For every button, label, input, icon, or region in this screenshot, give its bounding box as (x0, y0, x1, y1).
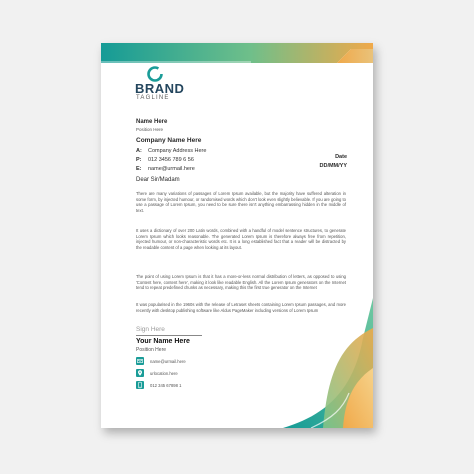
sender-name: Name Here (136, 119, 168, 125)
brand-name: BRAND (135, 81, 185, 96)
body-paragraph: There are many variations of passages of Lorem Ipsum available, but the majority have suffered alteration in some form, by injected humour, or randomised words which don't look even slightly believable. If you are going to use a passage of Lorem Ipsum, you need to be sure there isn't anything embarrassing hidden in the middle of text. (136, 191, 346, 213)
signature-line (136, 335, 202, 336)
corner-leaf-decoration (283, 298, 373, 428)
salutation: Dear Sir/Madam (136, 177, 180, 183)
location-pin-icon (136, 369, 144, 377)
date-label: Date (335, 154, 347, 160)
company-address: Company Address Here (148, 148, 207, 154)
body-paragraph: It uses a dictionary of over 200 Latin words, combined with a handful of model sentence structures, to generate Lorem Ipsum which looks reasonable. The generated Lorem Ipsum is therefore always free from repetition, injected humour, or non-characteristic words etc. It is a long established fact that a reader will be distracted by the readable content of a page when looking at its layout. (136, 228, 346, 250)
header-band (101, 43, 373, 63)
footer-location: urlocation.here (150, 371, 178, 376)
brand-tagline: TAGLINE (136, 95, 170, 101)
footer-email: name@urmail.here (150, 359, 186, 364)
body-paragraph: It was popularised in the 1960s with the release of Letraset sheets containing Lorem Ipsum passages, and more recently with desktop publishing software like Aldus PageMaker including versions of Lorem Ipsum (136, 302, 346, 313)
address-key: A: (136, 148, 142, 154)
body-paragraph: The point of using Lorem Ipsum is that it has a more-or-less normal distribution of letters, as opposed to using 'Content here, content here', making it look like readable English. All the Lorem Ipsum generators on the Internet tend to repeat predefined chunks as necessary, making this the first true generator on the Internet (136, 274, 346, 291)
email-key: E: (136, 166, 142, 172)
footer-phone: 012 345 67898 1 (150, 383, 182, 388)
signature-label: Sign Here (136, 326, 165, 333)
phone-icon (136, 381, 144, 389)
letterhead-sheet (101, 43, 373, 428)
signer-position: Position Here (136, 347, 167, 353)
email-icon (136, 357, 144, 365)
company-phone: 012 3456 789 6 56 (148, 157, 194, 163)
company-email: name@urmail.here (148, 166, 195, 172)
phone-key: P: (136, 157, 142, 163)
date-value: DD/MM/YY (319, 163, 347, 169)
company-name: Company Name Here (136, 137, 202, 144)
signer-name: Your Name Here (136, 338, 190, 345)
sender-position: Position Here (136, 127, 164, 132)
